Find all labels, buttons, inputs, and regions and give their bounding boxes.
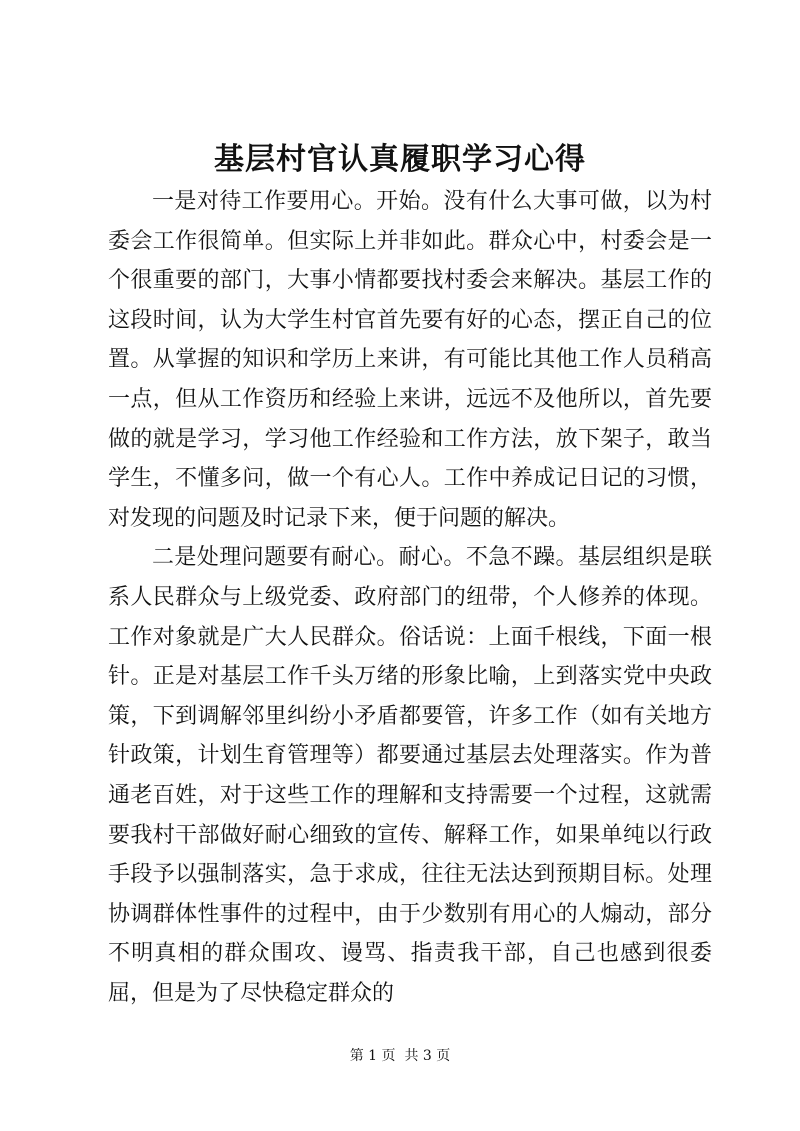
- page-footer: [0, 1046, 800, 1066]
- paragraph-2: 二是处理问题要有耐心。耐心。不急不躁。基层组织是联系人民群众与上级党委、政府部门的纽带，个人修养的体现。工作对象就是广大人民群众。俗话说：上面千根线，下面一根针。正是对基层工作千头万绪的形象比喻，上到落实党中央政策，下到调解邻里纠纷小矛盾都要管，许多工作（如有关地方针政策，计划生育管理等）都要通过基层去处理落实。作为普通老百姓，对于这些工作的理解和支持需要一个过程，这就需要我村干部做好耐心细致的宣传、解释工作，如果单纯以行政手段予以强制落实，急于求成，往往无法达到预期目标。处理协调群体性事件的过程中，由于少数别有用心的人煽动，部分不明真相的群众围攻、谩骂、指责我干部，自己也感到很委屈，但是为了尽快稳定群众的: [108, 545, 712, 1006]
- page-number-label: 第 1 页 共 3 页: [349, 1048, 451, 1064]
- document-body: [108, 182, 712, 1013]
- document-title: 基层村官认真履职学习心得: [214, 142, 586, 177]
- paragraph-1: 一是对待工作要用心。开始。没有什么大事可做，以为村委会工作很简单。但实际上并非如此。群众心中，村委会是一个很重要的部门，大事小情都要找村委会来解决。基层工作的这段时间，认为大学生村官首先要有好的心态，摆正自己的位置。从掌握的知识和学历上来讲，有可能比其他工作人员稍高一点，但从工作资历和经验上来讲，远远不及他所以，首先要做的就是学习，学习他工作经验和工作方法，放下架子，敢当学生，不懂多问，做一个有心人。工作中养成记日记的习惯，对发现的问题及时记录下来，便于问题的解决。: [108, 189, 712, 531]
